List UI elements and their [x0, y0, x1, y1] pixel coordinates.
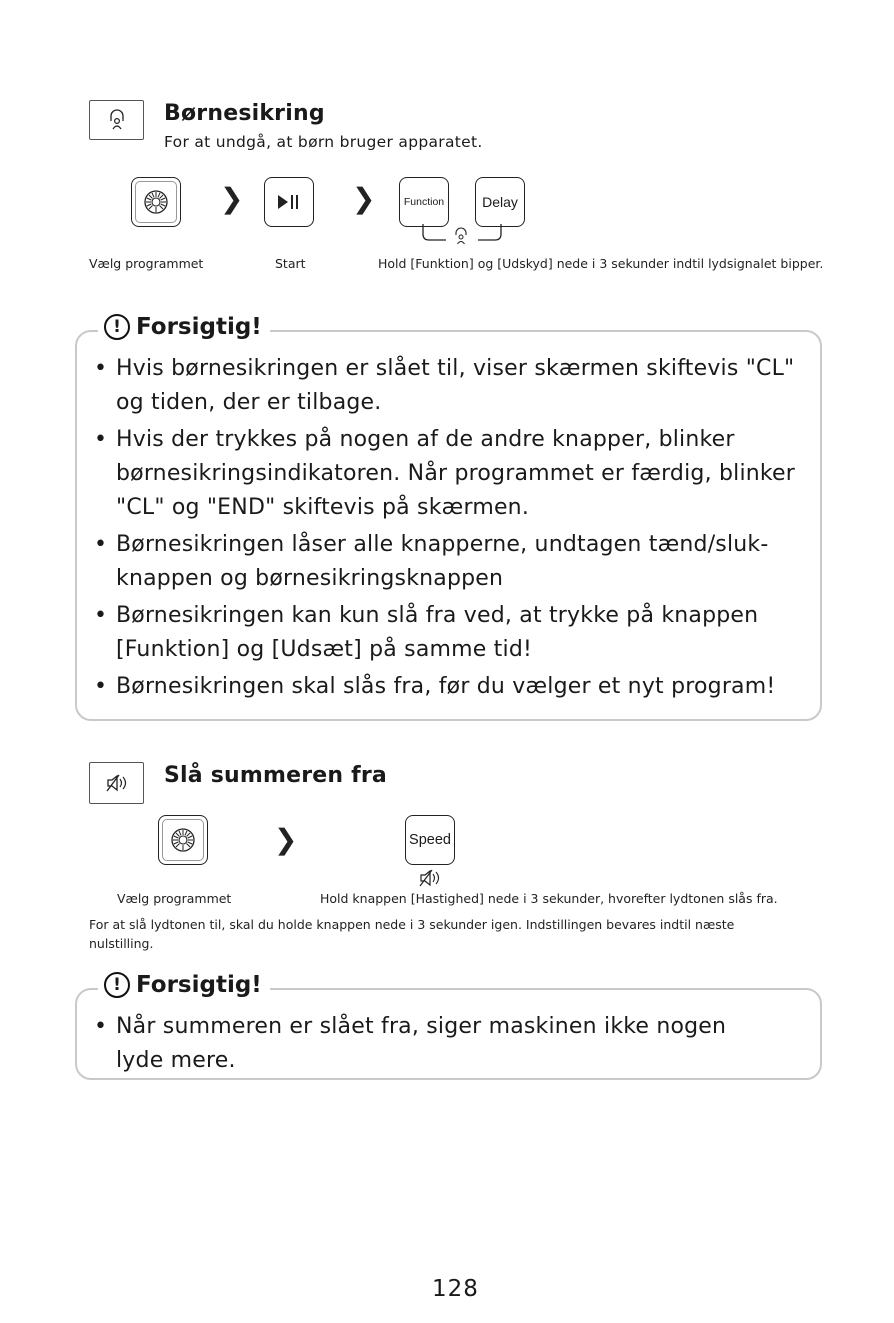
step-select-program: Vælg programmet	[117, 891, 232, 906]
combined-press-bracket	[420, 224, 504, 248]
caution-item: • Børnesikringen skal slås fra, før du vælger et nyt program!	[76, 670, 810, 704]
exclamation-icon: !	[104, 972, 130, 998]
play-pause-icon	[276, 193, 302, 211]
chevron-right-icon: ❯	[274, 823, 298, 856]
step-select-program: Vælg programmet	[89, 256, 204, 271]
caution-title: Forsigtig!	[136, 314, 262, 340]
chevron-right-icon: ❯	[352, 182, 376, 215]
program-dial-icon	[141, 187, 171, 217]
chevron-right-icon: ❯	[220, 182, 244, 215]
caution-item: • Hvis børnesikringen er slået til, viser skærmen skiftevis "CL" og tiden, der er tilbage.	[76, 352, 810, 420]
speed-key	[405, 815, 455, 865]
function-key	[399, 177, 449, 227]
caution-header	[98, 972, 270, 998]
caution-item: • Børnesikringen låser alle knapperne, undtagen tænd/sluk-knappen og børnesikringsknappen	[76, 528, 810, 596]
child-lock-icon	[106, 109, 128, 131]
mute-icon	[106, 773, 128, 793]
caution-item: • Når summeren er slået fra, siger maskinen ikke nogen lyde mere.	[76, 1010, 766, 1078]
exclamation-icon: !	[104, 314, 130, 340]
program-dial-key	[131, 177, 181, 227]
mute-icon	[419, 868, 441, 888]
program-dial-key	[158, 815, 208, 865]
caution-title: Forsigtig!	[136, 972, 262, 998]
function-key-label: Function	[403, 196, 445, 208]
section-title-child-lock: Børnesikring	[164, 101, 325, 126]
page-number: 128	[432, 1276, 479, 1302]
caution-header	[98, 314, 270, 340]
caution-list-buzzer	[76, 1010, 766, 1081]
delay-key	[475, 177, 525, 227]
step-hold-function-delay: Hold [Funktion] og [Udskyd] nede i 3 sekunder indtil lydsignalet bipper.	[378, 256, 824, 271]
mute-icon-box	[89, 762, 144, 804]
step-start: Start	[275, 256, 306, 271]
program-dial-icon	[168, 825, 198, 855]
section-subtitle-child-lock: For at undgå, at børn bruger apparatet.	[164, 133, 483, 151]
caution-rule	[286, 330, 796, 332]
start-pause-key	[264, 177, 314, 227]
section-title-buzzer-off: Slå summeren fra	[164, 763, 387, 788]
child-lock-icon-box	[89, 100, 144, 140]
caution-item: • Børnesikringen kan kun slå fra ved, at trykke på knappen [Funktion] og [Udsæt] på samme tid!	[76, 599, 810, 667]
buzzer-note: For at slå lydtonen til, skal du holde knappen nede i 3 sekunder igen. Indstillingen bevares indtil næste nulstilling.	[89, 917, 735, 951]
caution-list-child-lock	[76, 352, 810, 707]
caution-rule	[286, 988, 796, 990]
delay-key-label: Delay	[482, 194, 518, 210]
caution-item: • Hvis der trykkes på nogen af de andre knapper, blinker børnesikringsindikatoren. Når programmet er færdig, blinker "CL" og "END" skiftevis på skærmen.	[76, 423, 810, 525]
speed-key-label: Speed	[409, 832, 451, 848]
step-hold-speed: Hold knappen [Hastighed] nede i 3 sekunder, hvorefter lydtonen slås fra.	[320, 891, 778, 906]
